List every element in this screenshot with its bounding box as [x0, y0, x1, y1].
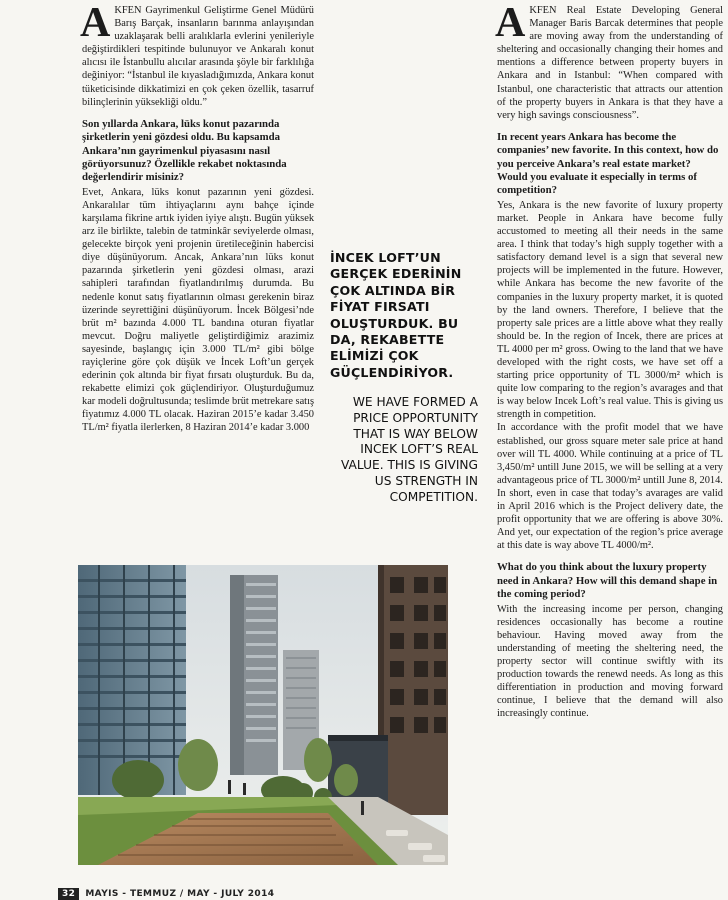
- interview-answer-1b-en: In accordance with the profit model that we have established, our gross square meter sale price at hand over will TL 4000. While continuing at a price of TL 3,450/m² untill June 2015, we will be selling at a very advantageous price of TL 3000/m² untill June 8, 2014.: [497, 422, 723, 486]
- article-column-turkish: [80, 0, 315, 435]
- drop-cap: A: [495, 0, 526, 46]
- interview-question-tr: Son yıllarda Ankara, lüks konut pazarında şirketlerin yeni gözdesi oldu. Bu kapsamda Ankara’nın gayrimenkul piyasasını nasıl görüyorsunuz? Özellikle rekabet noktasında değerlendirir misiniz?: [82, 117, 287, 184]
- drop-cap: A: [80, 0, 111, 46]
- project-rendering-image: [78, 565, 448, 865]
- page-number: 32: [58, 888, 79, 900]
- pull-quote-turkish: İNCEK LOFT’UN GERÇEK EDERİNİN ÇOK ALTINDA BİR FİYAT FIRSATI OLUŞTURDUK. BU DA, REKABETTE ELİMİZİ ÇOK GÜÇLENDİRİYOR.: [330, 250, 462, 380]
- intro-paragraph-en: AKFEN Real Estate Developing General Manager Baris Barcak determines that people are moving away from the understanding of sheltering and occasionally changing their homes and mentions a difference between property buyers in Ankara and in Istanbul: “When compared with Istanbul, one characteristic that attracts our attention of the property buyers in Ankara is that they have a very high savings consciousness”.: [495, 0, 723, 121]
- interview-answer-1-en: Yes, Ankara is the new favorite of luxury property market. People in Ankara have become fully accustomed to meeting all their needs in the same area. I think that today’s high supply together with a satisfactory demand level is a sign that several new projects will be implemented in the future. However, while Ankara has become the new favorite of the companies in the luxury property market, it is quoted by the land owners. Therefore, I believe that the property sale prices are a little above what they really should be. In the region of Incek, there are prices at TL 4000 per m² gross. Owing to the land that we have developed with the right costs, we have set off a starting price opportunity of TL 3000/m² which is quite low comparing to the region’s avarages and that is way below Incek Loft’s real value. This is giving us strength in competition.: [497, 199, 723, 421]
- issue-date: MAYIS - TEMMUZ / MAY - JULY 2014: [85, 889, 275, 899]
- interview-answer-1c-en: In short, even in case that today’s avarages are valid in April 2016 which is the Project delivery date, the profit opportunity that we are offering is above 30%. And yet, our expectation of the region’s price average at this date is way above TL 4000/m².: [497, 487, 723, 552]
- pull-quote-english: WE HAVE FORMED A PRICE OPPORTUNITY THAT IS WAY BELOW INCEK LOFT’S REAL VALUE. THIS IS GIVING US STRENGTH IN COMPETITION.: [341, 395, 478, 504]
- interview-question-2-en: What do you think about the luxury property need in Ankara? How will this demand shape in the coming period?: [497, 561, 718, 601]
- interview-question-1-en: In recent years Ankara has become the companies’ new favorite. In this context, how do you perceive Ankara’s real estate market? Would you evaluate it especially in terms of competition?: [497, 130, 719, 197]
- interview-answer-tr: Evet, Ankara, lüks konut pazarının yeni gözdesi. Ankaralılar tüm ihtiyaçlarını aynı bahçe içinde karşılama fikrine artık iyiden iyiye alıştı. Bugün yüksek arz ile birlikte, talebin de tatminkâr seviyelerde olması, gelecekte birçok yeni projenin üretileceğinin habercisi diye düşünüyorum. Ancak, Ankara’nın lüks konut pazarında şirketlerin yeni gözdesi olması, arazi sahipleri tarafından fiyatlandırılmış durumda. Bu nedenle konut satış fiyatlarının olması gerekenin biraz üzerinde seyrettiğini düşünüyorum. İncek Bölgesi’nde brüt m² bazında 4.000 TL bandına oturan fiyatlar mevcut. Doğru maliyetle geliştirdiğimiz arazimiz sayesinde, başlangıç için 3.000 TL/m² gibi bölge rayiçlerine göre çok düşük ve İncek Loft’un gerçek ederinin çok altında bir fiyat fırsatı oluşturduk. Bu da, rekabette elimizi çok güçlendiriyor. Oluşturduğumuz kar modeli doğrultusunda; teslimde brüt metrekare satış fiyatımız 4.000 TL olacak. Haziran 2015’e kadar 3.450 TL/m² fiyatla ilerlerken, 8 Haziran 2014’e kadar 3.000: [82, 186, 315, 434]
- article-column-english: [495, 0, 723, 720]
- interview-answer-2-en: With the increasing income per person, changing residences occasionally has become a routine behaviour. Having moved away from the understanding of meeting the sheltering need, the property sector will continue swiftly with its production towards the renewd needs. As long as this differentiation in production and moving forward continue, I believe that the demand will also increasingly continue.: [497, 603, 723, 720]
- intro-paragraph-tr: AKFEN Gayrimenkul Geliştirme Genel Müdürü Barış Barçak, insanların barınma anlayışından uzaklaşarak belli aralıklarla evlerini yenileriyle değiştirdikleri tespitinde bulunuyor ve Ankaralı konut alıcısı ile İstanbullu alıcılar arasında şöyle bir farklılığa değiniyor: “İstanbul ile kıyasladığımızda, Ankara konut tüketicisinde dikkatimizi en çok çeken özellik, tasarruf bilinçlerinin yüksekliği oldu.”: [80, 0, 314, 108]
- page-footer: [58, 889, 274, 899]
